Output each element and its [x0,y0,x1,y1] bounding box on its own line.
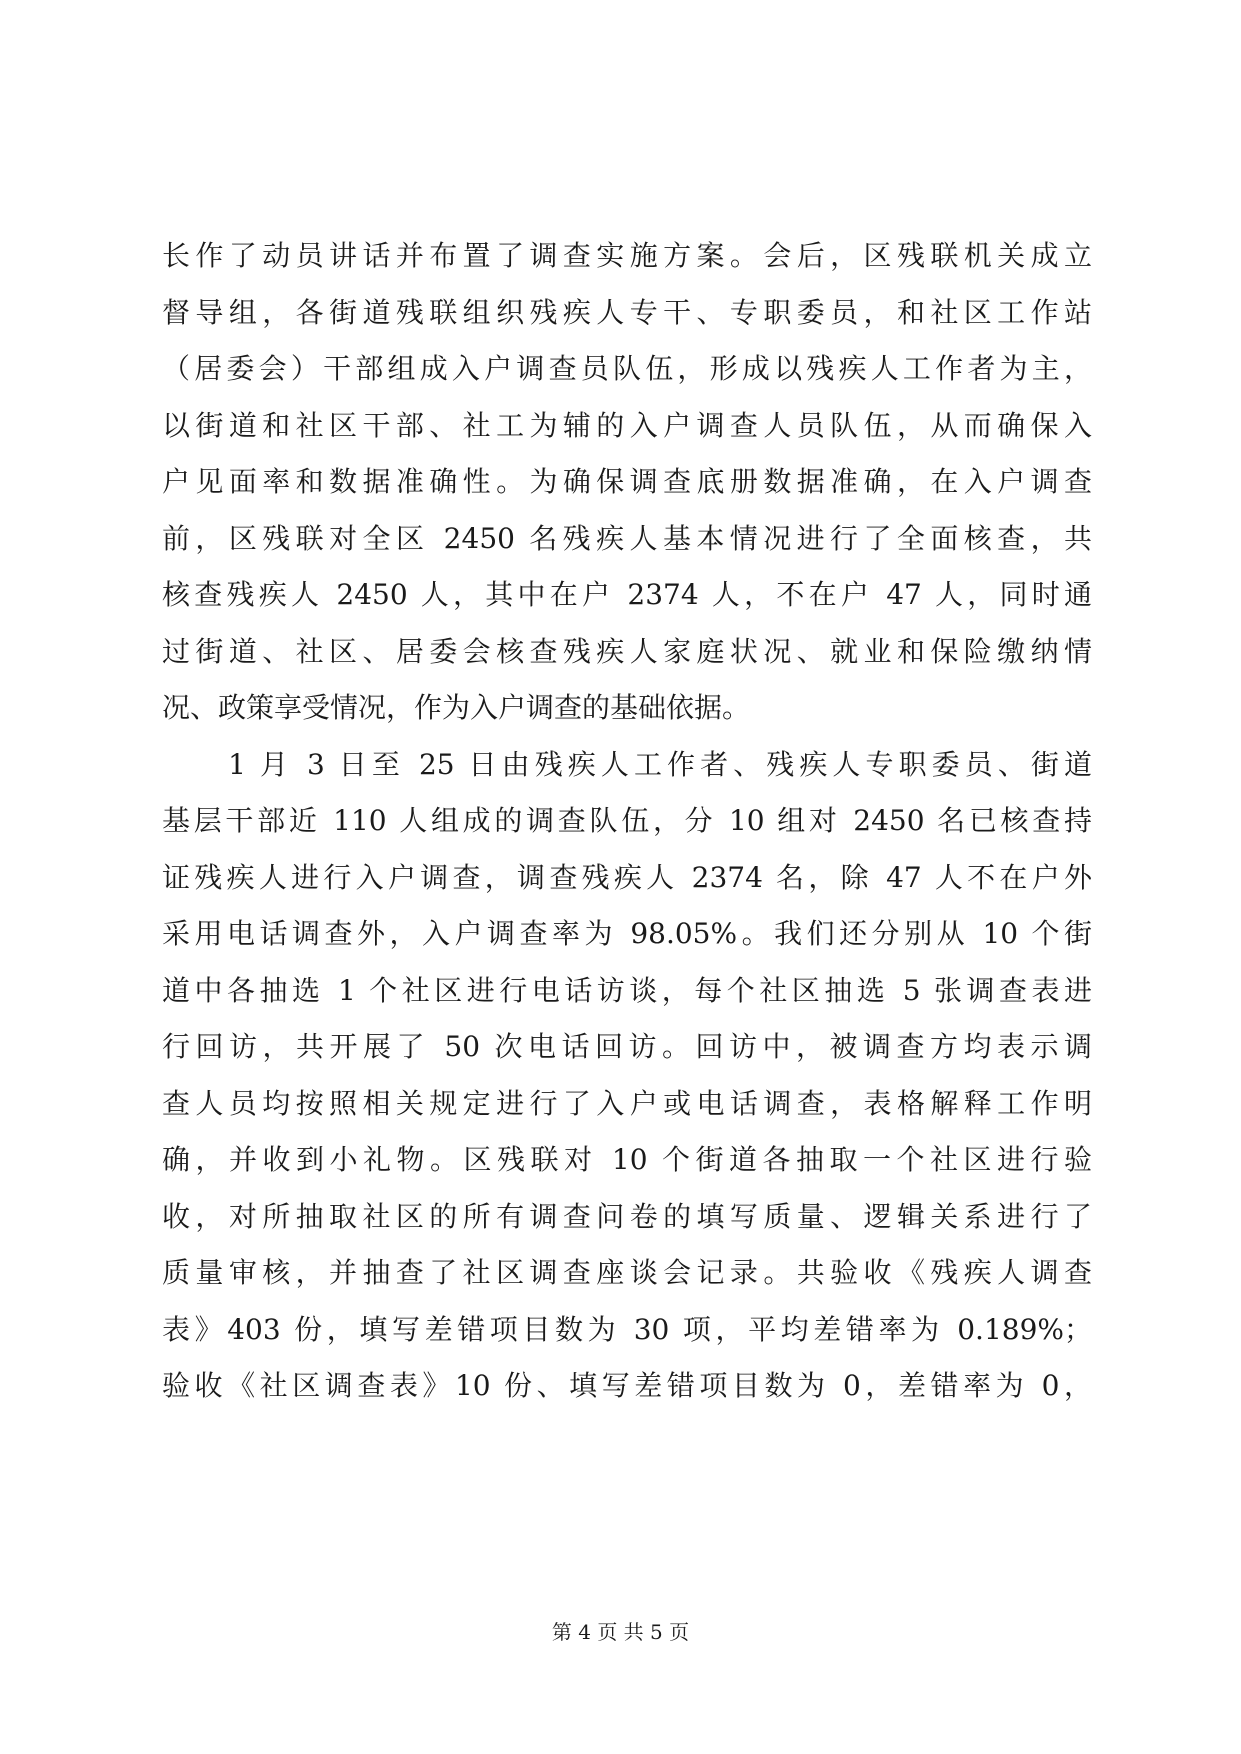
text-line: 过街道、社区、居委会核查残疾人家庭状况、就业和保险缴纳情 [162,634,1092,668]
text-line: 查人员均按照相关规定进行了入户或电话调查，表格解释工作明 [162,1086,1092,1120]
text-line: 以街道和社区干部、社工为辅的入户调查人员队伍，从而确保入 [162,408,1092,442]
text-line: 质量审核，并抽查了社区调查座谈会记录。共验收《残疾人调查 [162,1256,1092,1289]
text-line: 验收《社区调查表》10 份、填写差错项目数为 0，差错率为 0， [162,1369,1092,1402]
text-line-paragraph-end: 况、政策享受情况，作为入户调查的基础依据。 [162,691,751,724]
text-line: 基层干部近 110 人组成的调查队伍，分 10 组对 2450 名已核查持 [162,804,1092,837]
text-line: 确，并收到小礼物。区残联对 10 个街道各抽取一个社区进行验 [162,1143,1092,1176]
text-line: 核查残疾人 2450 人，其中在户 2374 人，不在户 47 人，同时通 [162,578,1092,611]
text-line: 督导组，各街道残联组织残疾人专干、专职委员，和社区工作站 [162,295,1092,329]
text-line: 表》403 份，填写差错项目数为 30 项，平均差错率为 0.189%； [162,1312,1092,1346]
text-line: 道中各抽选 1 个社区进行电话访谈，每个社区抽选 5 张调查表进 [162,973,1092,1007]
text-line: （居委会）干部组成入户调查员队伍，形成以残疾人工作者为主， [162,352,1092,385]
text-line: 长作了动员讲话并布置了调查实施方案。会后，区残联机关成立 [162,239,1092,272]
text-line: 户见面率和数据准确性。为确保调查底册数据准确，在入户调查 [162,465,1092,498]
page-number-footer: 第 4 页 共 5 页 [551,1620,690,1644]
text-line-paragraph-start: 1 月 3 日至 25 日由残疾人工作者、残疾人专职委员、街道 [162,747,1092,781]
body-text [162,228,1092,1415]
text-line: 行回访，共开展了 50 次电话回访。回访中，被调查方均表示调 [162,1030,1092,1063]
text-line: 采用电话调查外，入户调查率为 98.05%。我们还分别从 10 个街 [162,917,1092,950]
text-line: 收，对所抽取社区的所有调查问卷的填写质量、逻辑关系进行了 [162,1199,1092,1233]
text-line: 证残疾人进行入户调查，调查残疾人 2374 名，除 47 人不在户外 [162,860,1092,894]
text-line: 前，区残联对全区 2450 名残疾人基本情况进行了全面核查，共 [162,521,1092,555]
